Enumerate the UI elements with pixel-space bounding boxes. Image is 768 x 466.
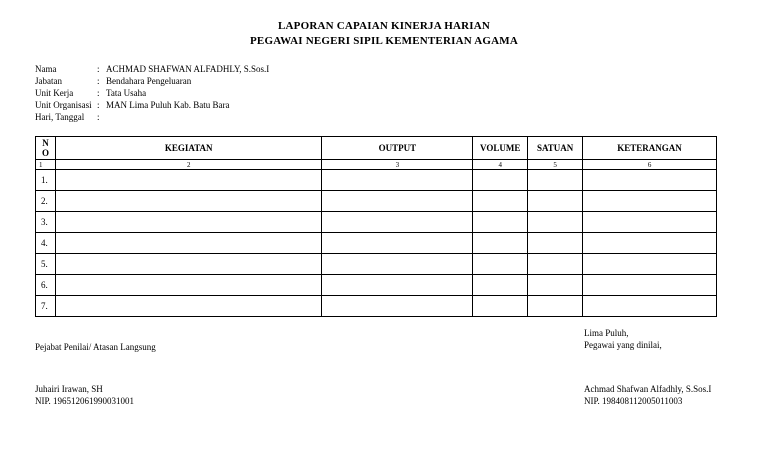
cell-output bbox=[322, 254, 473, 275]
cell-keterangan bbox=[583, 296, 717, 317]
table-row bbox=[36, 296, 717, 317]
header-kegiatan: KEGIATAN bbox=[55, 137, 322, 160]
info-label: Jabatan bbox=[35, 76, 62, 86]
row-number: 4. bbox=[36, 233, 56, 254]
assessor-name: Juhairi Irawan, SH bbox=[35, 384, 103, 394]
header-keterangan: KETERANGAN bbox=[583, 137, 717, 160]
cell-volume bbox=[473, 275, 528, 296]
cell-output bbox=[322, 233, 473, 254]
employee-info bbox=[35, 63, 269, 123]
assessee-caption: Pegawai yang dinilai, bbox=[584, 340, 662, 350]
info-value: MAN Lima Puluh Kab. Batu Bara bbox=[106, 100, 230, 110]
assessee-signature bbox=[584, 383, 711, 407]
header-volume: VOLUME bbox=[473, 137, 528, 160]
assessee-name: Achmad Shafwan Alfadhly, S.Sos.I bbox=[584, 384, 712, 394]
cell-satuan bbox=[528, 212, 583, 233]
column-number: 1 bbox=[36, 160, 56, 170]
cell-kegiatan bbox=[55, 212, 322, 233]
cell-satuan bbox=[528, 170, 583, 191]
header-no-bottom: O bbox=[41, 148, 49, 158]
table-header-row bbox=[36, 137, 717, 160]
info-row-hari-tanggal bbox=[35, 111, 269, 123]
header-output: OUTPUT bbox=[322, 137, 473, 160]
table-row bbox=[36, 254, 717, 275]
cell-kegiatan bbox=[55, 191, 322, 212]
cell-kegiatan bbox=[55, 275, 322, 296]
table-row bbox=[36, 275, 717, 296]
info-label: Hari, Tanggal bbox=[35, 112, 85, 122]
info-row-jabatan bbox=[35, 75, 269, 87]
cell-volume bbox=[473, 212, 528, 233]
header-no bbox=[36, 137, 56, 160]
assessor-caption: Pejabat Penilai/ Atasan Langsung bbox=[35, 342, 156, 352]
column-number: 4 bbox=[473, 160, 528, 170]
column-number: 3 bbox=[322, 160, 473, 170]
place-date: Lima Puluh, bbox=[584, 328, 629, 338]
cell-keterangan bbox=[583, 191, 717, 212]
column-number-row bbox=[36, 160, 717, 170]
info-row-nama bbox=[35, 63, 269, 75]
info-separator: : bbox=[97, 64, 100, 74]
cell-output bbox=[322, 212, 473, 233]
column-number: 5 bbox=[528, 160, 583, 170]
cell-volume bbox=[473, 296, 528, 317]
assessee-header bbox=[584, 327, 662, 351]
header-satuan: SATUAN bbox=[528, 137, 583, 160]
info-label: Unit Organisasi bbox=[35, 100, 92, 110]
cell-keterangan bbox=[583, 254, 717, 275]
info-separator: : bbox=[97, 76, 100, 86]
cell-kegiatan bbox=[55, 233, 322, 254]
info-label: Unit Kerja bbox=[35, 88, 74, 98]
table-row bbox=[36, 170, 717, 191]
info-separator: : bbox=[97, 100, 100, 110]
cell-volume bbox=[473, 191, 528, 212]
cell-satuan bbox=[528, 233, 583, 254]
assessee-nip: NIP. 198408112005011003 bbox=[584, 396, 683, 406]
cell-kegiatan bbox=[55, 170, 322, 191]
table-row bbox=[36, 233, 717, 254]
cell-satuan bbox=[528, 275, 583, 296]
report-title: LAPORAN CAPAIAN KINERJA HARIAN bbox=[277, 20, 491, 32]
cell-keterangan bbox=[583, 212, 717, 233]
table-row bbox=[36, 191, 717, 212]
info-value: ACHMAD SHAFWAN ALFADHLY, S.Sos.I bbox=[106, 64, 270, 74]
cell-kegiatan bbox=[55, 296, 322, 317]
info-separator: : bbox=[97, 88, 100, 98]
row-number: 6. bbox=[36, 275, 56, 296]
table-row bbox=[36, 212, 717, 233]
info-row-unit-kerja bbox=[35, 87, 269, 99]
row-number: 7. bbox=[36, 296, 56, 317]
cell-satuan bbox=[528, 254, 583, 275]
report-subtitle: PEGAWAI NEGERI SIPIL KEMENTERIAN AGAMA bbox=[250, 35, 518, 47]
cell-keterangan bbox=[583, 275, 717, 296]
row-number: 2. bbox=[36, 191, 56, 212]
row-number: 1. bbox=[36, 170, 56, 191]
cell-volume bbox=[473, 254, 528, 275]
cell-output bbox=[322, 296, 473, 317]
info-row-unit-organisasi bbox=[35, 99, 269, 111]
info-value: Bendahara Pengeluaran bbox=[106, 76, 192, 86]
assessor-signature bbox=[35, 383, 134, 407]
cell-volume bbox=[473, 233, 528, 254]
info-value: Tata Usaha bbox=[106, 88, 147, 98]
row-number: 5. bbox=[36, 254, 56, 275]
column-number: 6 bbox=[583, 160, 717, 170]
cell-satuan bbox=[528, 296, 583, 317]
cell-kegiatan bbox=[55, 254, 322, 275]
cell-output bbox=[322, 170, 473, 191]
cell-output bbox=[322, 191, 473, 212]
cell-keterangan bbox=[583, 170, 717, 191]
cell-satuan bbox=[528, 191, 583, 212]
info-separator: : bbox=[97, 112, 100, 122]
activity-table bbox=[35, 136, 717, 317]
column-number: 2 bbox=[55, 160, 322, 170]
cell-volume bbox=[473, 170, 528, 191]
cell-keterangan bbox=[583, 233, 717, 254]
assessor-nip: NIP. 196512061990031001 bbox=[35, 396, 135, 406]
row-number: 3. bbox=[36, 212, 56, 233]
cell-output bbox=[322, 275, 473, 296]
info-label: Nama bbox=[35, 64, 57, 74]
header-no-top: N bbox=[42, 138, 49, 148]
